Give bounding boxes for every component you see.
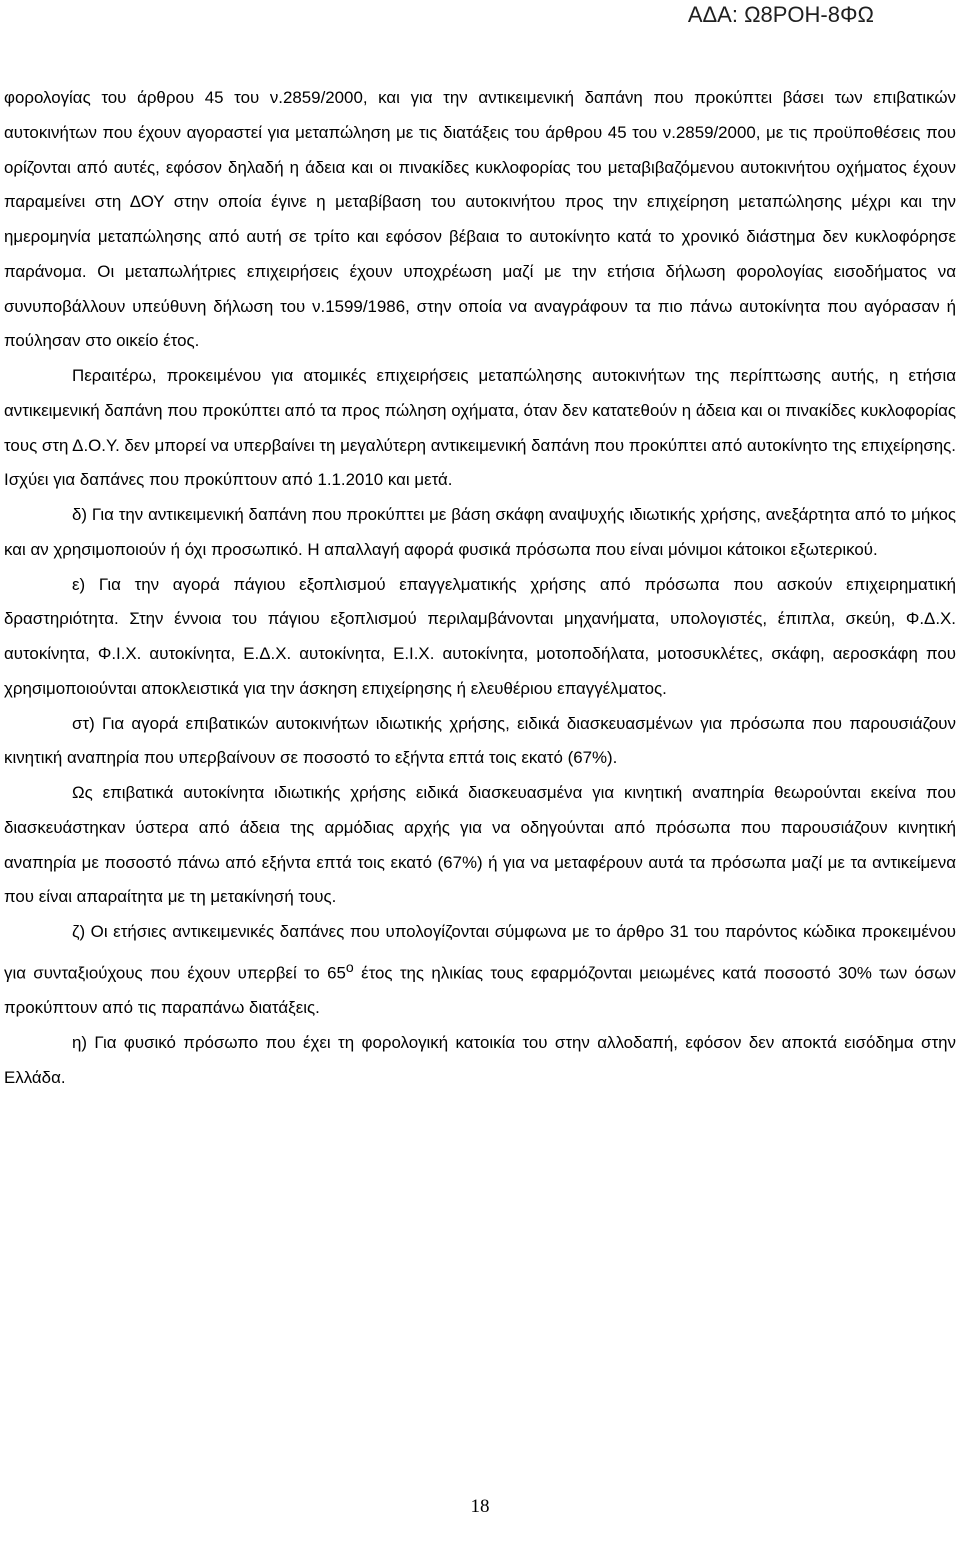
paragraph-item-z-before: ζ) Οι ετήσιες αντικειμενικές δαπάνες που υπολογίζονται σύμφωνα με το άρθρο 31 του παρόντος κώδικα προκειμένου για συνταξιούχους που έχουν υπερβεί το 65 (4, 922, 956, 983)
paragraph-item-h: η) Για φυσικό πρόσωπο που έχει τη φορολογική κατοικία του στην αλλοδαπή, εφόσον δεν αποκτά εισόδημα στην Ελλάδα. (4, 1032, 956, 1087)
paragraph-disability-vehicles: Ως επιβατικά αυτοκίνητα ιδιωτικής χρήσης ειδικά διασκευασμένα για κινητική αναπηρία θεωρούνται εκείνα που διασκευάστηκαν ύστερα από άδεια της αρμόδιας αρχής για να οδηγούνται από πρόσωπα που παρουσιάζουν κινητική αναπηρία με ποσοστό πάνω από εξήντα επτά τοις εκατό (67%) ή για να μεταφέρουν αυτά τα πρόσωπα μαζί με τα αντικείμενα που είναι απαραίτητα με τη μετακίνησή τους. (4, 783, 956, 907)
ada-code: ΑΔΑ: Ω8ΡΟΗ-8ΦΩ (687, 2, 874, 27)
page-number: 18 (470, 1496, 490, 1517)
paragraph-item-z (4, 915, 956, 1026)
paragraph-continuation: φορολογίας του άρθρου 45 του ν.2859/2000, και για την αντικειμενική δαπάνη που προκύπτει βάσει των επιβατικών αυτοκινήτων που έχουν αγοραστεί για μεταπώληση με τις διατάξεις του άρθρου 45 του ν.2859/2000, με τις προϋποθέσεις που ορίζονται από αυτές, εφόσον δηλαδή η άδεια και οι πινακίδες κυκλοφορίας του μεταβιβαζόμενου αυτοκινήτου οχήματος έχουν παραμείνει στη ΔΟΥ στην οποία έγινε η μεταβίβαση του αυτοκινήτου προς την επιχείρηση μεταπώλησης μέχρι και την ημερομηνία μεταπώλησης από αυτή σε τρίτο και εφόσον βέβαια το αυτοκίνητο κατά το χρονικό διάστημα δεν κυκλοφόρησε παράνομα. Οι μεταπωλήτριες επιχειρήσεις έχουν υποχρέωση μαζί με την ετήσια δήλωση φορολογίας εισοδήματος να συνυποβάλλουν υπεύθυνη δήλωση του ν.1599/1986, στην οποία να αναγράφουν τα πιο πάνω αυτοκίνητα που αγόρασαν ή πούλησαν στο οικείο έτος. (4, 88, 956, 351)
paragraph-item-z-after: έτος της ηλικίας τους εφαρμόζονται μειωμένες κατά ποσοστό 30% των όσων προκύπτουν από τις παραπάνω διατάξεις. (4, 963, 956, 1018)
document-body (4, 81, 956, 1095)
paragraph-item-e: ε) Για την αγορά πάγιου εξοπλισμού επαγγελματικής χρήσης από πρόσωπα που ασκούν επιχειρηματική δραστηριότητα. Στην έννοια του πάγιου εξοπλισμού περιλαμβάνονται μηχανήματα, υπολογιστές, έπιπλα, σκεύη, Φ.Δ.Χ. αυτοκίνητα, Φ.Ι.Χ. αυτοκίνητα, Ε.Δ.Χ. αυτοκίνητα, Ε.Ι.Χ. αυτοκίνητα, μοτοποδήλατα, μοτοσυκλέτες, σκάφη, αεροσκάφη που χρησιμοποιούνται αποκλειστικά για την άσκηση επιχείρησης ή ελευθέριου επαγγέλματος. (4, 574, 956, 698)
paragraph-resale-businesses: Περαιτέρω, προκειμένου για ατομικές επιχειρήσεις μεταπώλησης αυτοκινήτων της περίπτωσης αυτής, η ετήσια αντικειμενική δαπάνη που προκύπτει από τα προς πώληση οχήματα, όταν δεν κατατεθούν η άδεια και οι πινακίδες κυκλοφορίας τους στη Δ.Ο.Υ. δεν μπορεί να υπερβαίνει τη μεγαλύτερη αντικειμενική δαπάνη που προκύπτει από αυτοκίνητο της επιχείρησης. Ισχύει για δαπάνες που προκύπτουν από 1.1.2010 και μετά. (4, 366, 956, 490)
paragraph-item-d: δ) Για την αντικειμενική δαπάνη που προκύπτει με βάση σκάφη αναψυχής ιδιωτικής χρήσης, ανεξάρτητα από το μήκος και αν χρησιμοποιούν ή όχι προσωπικό. Η απαλλαγή αφορά φυσικά πρόσωπα που είναι μόνιμοι κάτοικοι εξωτερικού. (4, 505, 956, 559)
ordinal-superscript: ο (345, 958, 354, 975)
paragraph-item-st: στ) Για αγορά επιβατικών αυτοκινήτων ιδιωτικής χρήσης, ειδικά διασκευασμένων για πρόσωπα που παρουσιάζουν κινητική αναπηρία που υπερβαίνουν σε ποσοστό το εξήντα επτά τοις εκατό (67%). (4, 713, 956, 768)
